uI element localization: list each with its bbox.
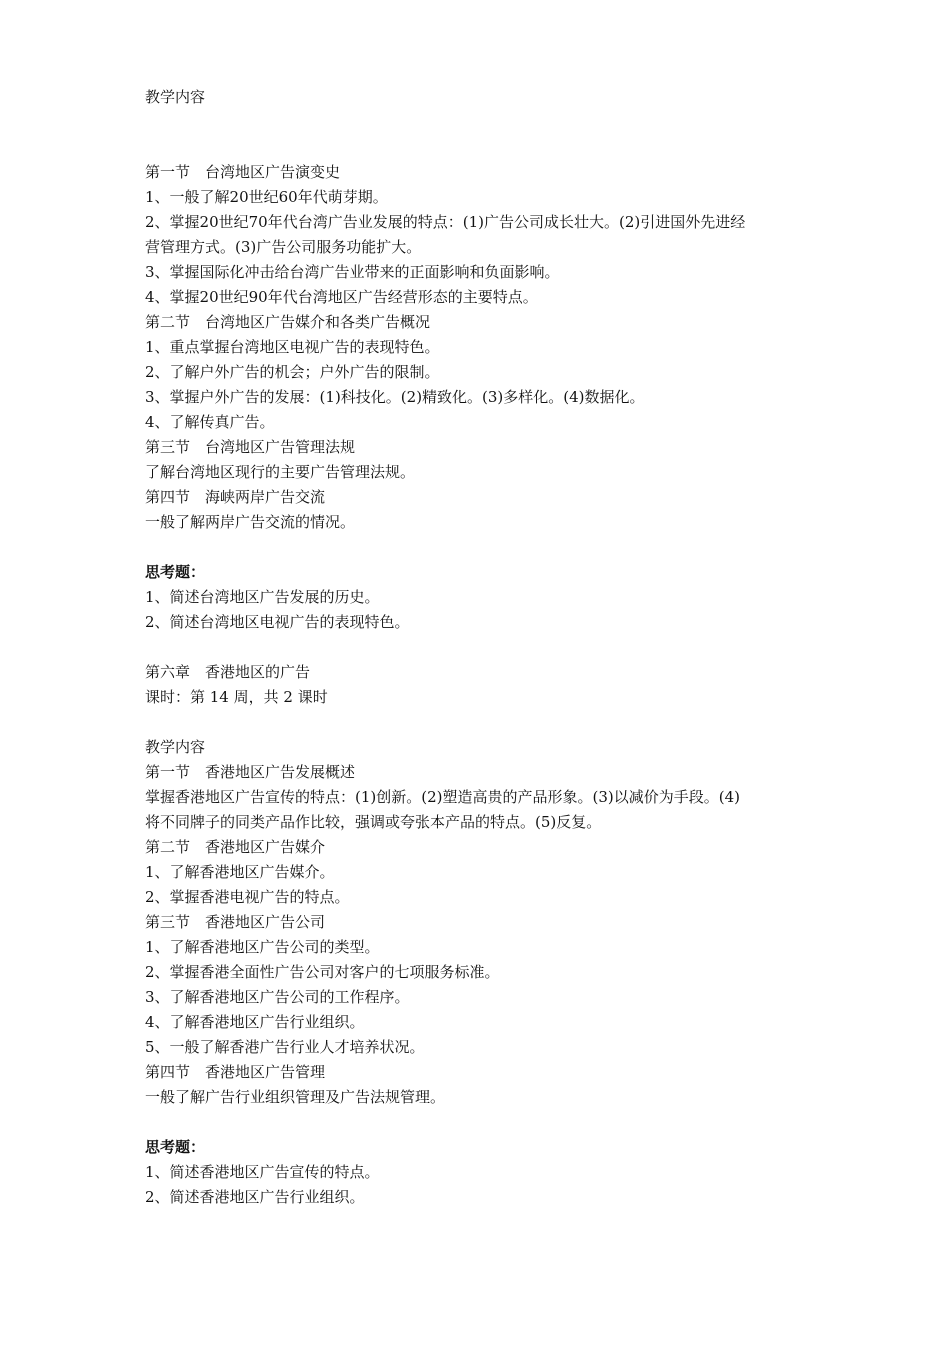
spacer	[145, 710, 845, 735]
section-1-item-3: 3、掌握国际化冲击给台湾广告业带来的正面影响和负面影响。	[145, 263, 560, 281]
hk-section-3-item-1: 1、了解香港地区广告公司的类型。	[145, 938, 380, 956]
section-2-item-4: 4、了解传真广告。	[145, 413, 275, 431]
hk-section-2-item-2: 2、掌握香港电视广告的特点。	[145, 888, 350, 906]
spacer	[145, 110, 845, 160]
spacer	[145, 535, 845, 560]
hk-section-4-text: 一般了解广告行业组织管理及广告法规管理。	[145, 1088, 446, 1106]
section-2-item-2: 2、了解户外广告的机会；户外广告的限制。	[145, 363, 440, 381]
hk-question-1: 1、简述香港地区广告宣传的特点。	[145, 1163, 380, 1181]
section-2-item-1: 1、重点掌握台湾地区电视广告的表现特色。	[145, 338, 440, 356]
hk-question-2: 2、简述香港地区广告行业组织。	[145, 1188, 365, 1206]
hk-section-1-line-1: 掌握香港地区广告宣传的特点：(1)创新。(2)塑造高贵的产品形象。(3)以减价为手段。(4)	[145, 788, 740, 806]
teaching-content-heading: 教学内容	[145, 88, 206, 106]
section-4-text: 一般了解两岸广告交流的情况。	[145, 513, 356, 531]
section-1-item-4: 4、掌握20世纪90年代台湾地区广告经营形态的主要特点。	[145, 288, 538, 306]
hk-section-3-item-2: 2、掌握香港全面性广告公司对客户的七项服务标准。	[145, 963, 500, 981]
class-hours: 课时：第 14 周，共 2 课时	[145, 688, 328, 706]
section-4-title: 第四节 海峡两岸广告交流	[145, 488, 326, 506]
section-2-item-3: 3、掌握户外广告的发展：(1)科技化。(2)精致化。(3)多样化。(4)数据化。	[145, 388, 645, 406]
section-3-text: 了解台湾地区现行的主要广告管理法规。	[145, 463, 416, 481]
hk-section-1-line-2: 将不同牌子的同类产品作比较，强调或夸张本产品的特点。(5)反复。	[145, 813, 602, 831]
hk-section-3-item-5: 5、一般了解香港广告行业人才培养状况。	[145, 1038, 425, 1056]
hk-section-2-item-1: 1、了解香港地区广告媒介。	[145, 863, 335, 881]
section-1-title: 第一节 台湾地区广告演变史	[145, 163, 341, 181]
document-page	[145, 85, 845, 1210]
section-1-item-2-line-1: 2、掌握20世纪70年代台湾广告业发展的特点：(1)广告公司成长壮大。(2)引进国外先进经	[145, 213, 746, 231]
questions-heading: 思考题：	[145, 563, 206, 581]
hk-questions-heading: 思考题：	[145, 1138, 206, 1156]
hk-section-3-item-3: 3、了解香港地区广告公司的工作程序。	[145, 988, 410, 1006]
section-1-item-2-line-2: 营管理方式。(3)广告公司服务功能扩大。	[145, 238, 422, 256]
hk-section-3-item-4: 4、了解香港地区广告行业组织。	[145, 1013, 365, 1031]
hk-section-3-title: 第三节 香港地区广告公司	[145, 913, 326, 931]
spacer	[145, 1110, 845, 1135]
spacer	[145, 635, 845, 660]
question-1: 1、简述台湾地区广告发展的历史。	[145, 588, 380, 606]
section-1-item-1: 1、一般了解20世纪60年代萌芽期。	[145, 188, 388, 206]
chapter-6-title: 第六章 香港地区的广告	[145, 663, 311, 681]
hk-section-4-title: 第四节 香港地区广告管理	[145, 1063, 326, 1081]
question-2: 2、简述台湾地区电视广告的表现特色。	[145, 613, 410, 631]
section-3-title: 第三节 台湾地区广告管理法规	[145, 438, 356, 456]
hk-section-1-title: 第一节 香港地区广告发展概述	[145, 763, 356, 781]
teaching-content-heading-2: 教学内容	[145, 738, 206, 756]
hk-section-2-title: 第二节 香港地区广告媒介	[145, 838, 326, 856]
section-2-title: 第二节 台湾地区广告媒介和各类广告概况	[145, 313, 431, 331]
